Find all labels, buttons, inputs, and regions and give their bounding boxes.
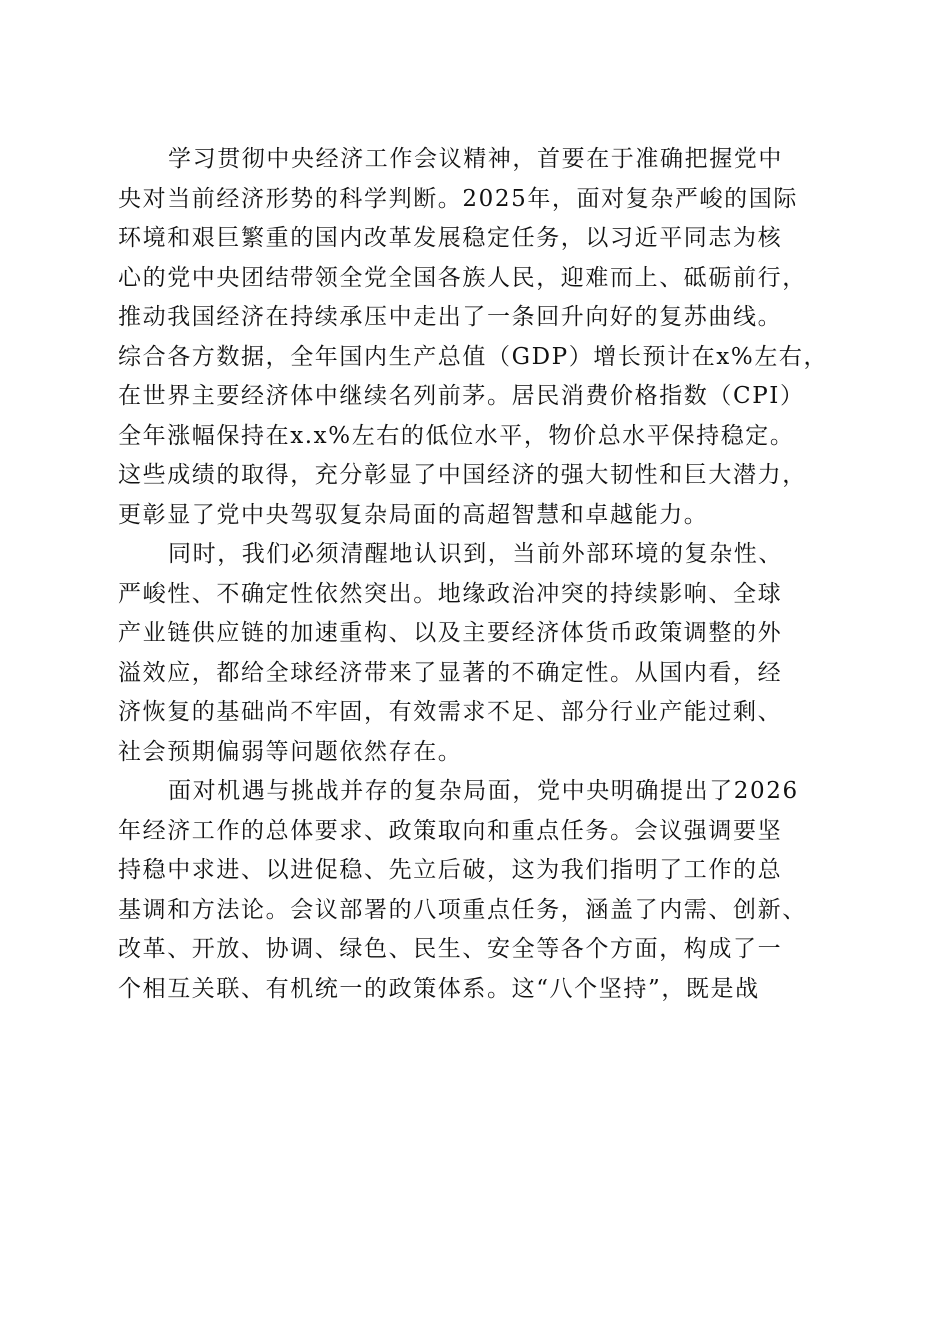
paragraph-line: 心的党中央团结带领全党全国各族人民，迎难而上、砥砺前行，	[118, 264, 807, 291]
paragraph-line: 更彰显了党中央驾驭复杂局面的高超智慧和卓越能力。	[118, 501, 709, 528]
paragraph-line: 社会预期偏弱等问题依然存在。	[118, 738, 463, 765]
paragraph-line: 央对当前经济形势的科学判断。2025年，面对复杂严峻的国际	[118, 185, 798, 212]
paragraph-line: 学习贯彻中央经济工作会议精神，首要在于准确把握党中	[168, 146, 783, 172]
paragraph-line: 同时，我们必须清醒地认识到，当前外部环境的复杂性、	[168, 541, 783, 567]
paragraph-line: 个相互关联、有机统一的政策体系。这“八个坚持”，既是战	[118, 975, 760, 1002]
paragraph-line: 溢效应，都给全球经济带来了显著的不确定性。从国内看，经	[118, 659, 783, 686]
paragraph-line: 济恢复的基础尚不牢固，有效需求不足、部分行业产能过剩、	[118, 699, 783, 725]
paragraph-line: 综合各方数据，全年国内生产总值（GDP）增长预计在x%左右，	[118, 343, 829, 370]
paragraph-line: 产业链供应链的加速重构、以及主要经济体货币政策调整的外	[118, 620, 783, 646]
paragraph-challenges	[118, 535, 838, 772]
paragraph-economic-situation	[118, 140, 838, 535]
paragraph-line: 在世界主要经济体中继续名列前茅。居民消费价格指数（CPI）	[118, 383, 805, 409]
paragraph-line: 这些成绩的取得，充分彰显了中国经济的强大韧性和巨大潜力，	[118, 462, 807, 488]
paragraph-line: 环境和艰巨繁重的国内改革发展稳定任务，以习近平同志为核	[118, 225, 783, 251]
paragraph-line: 全年涨幅保持在x.x%左右的低位水平，物价总水平保持稳定。	[118, 422, 795, 449]
paragraph-line: 基调和方法论。会议部署的八项重点任务，涵盖了内需、创新、	[118, 896, 807, 923]
paragraph-line: 持稳中求进、以进促稳、先立后破，这为我们指明了工作的总	[118, 857, 783, 883]
paragraph-2026-tasks	[118, 772, 838, 1009]
paragraph-line: 面对机遇与挑战并存的复杂局面，党中央明确提出了2026	[168, 778, 799, 804]
paragraph-line: 推动我国经济在持续承压中走出了一条回升向好的复苏曲线。	[118, 304, 783, 330]
document-body	[118, 140, 838, 1009]
paragraph-line: 年经济工作的总体要求、政策取向和重点任务。会议强调要坚	[118, 817, 783, 844]
paragraph-line: 改革、开放、协调、绿色、民生、安全等各个方面，构成了一	[118, 936, 783, 962]
paragraph-line: 严峻性、不确定性依然突出。地缘政治冲突的持续影响、全球	[118, 580, 783, 607]
